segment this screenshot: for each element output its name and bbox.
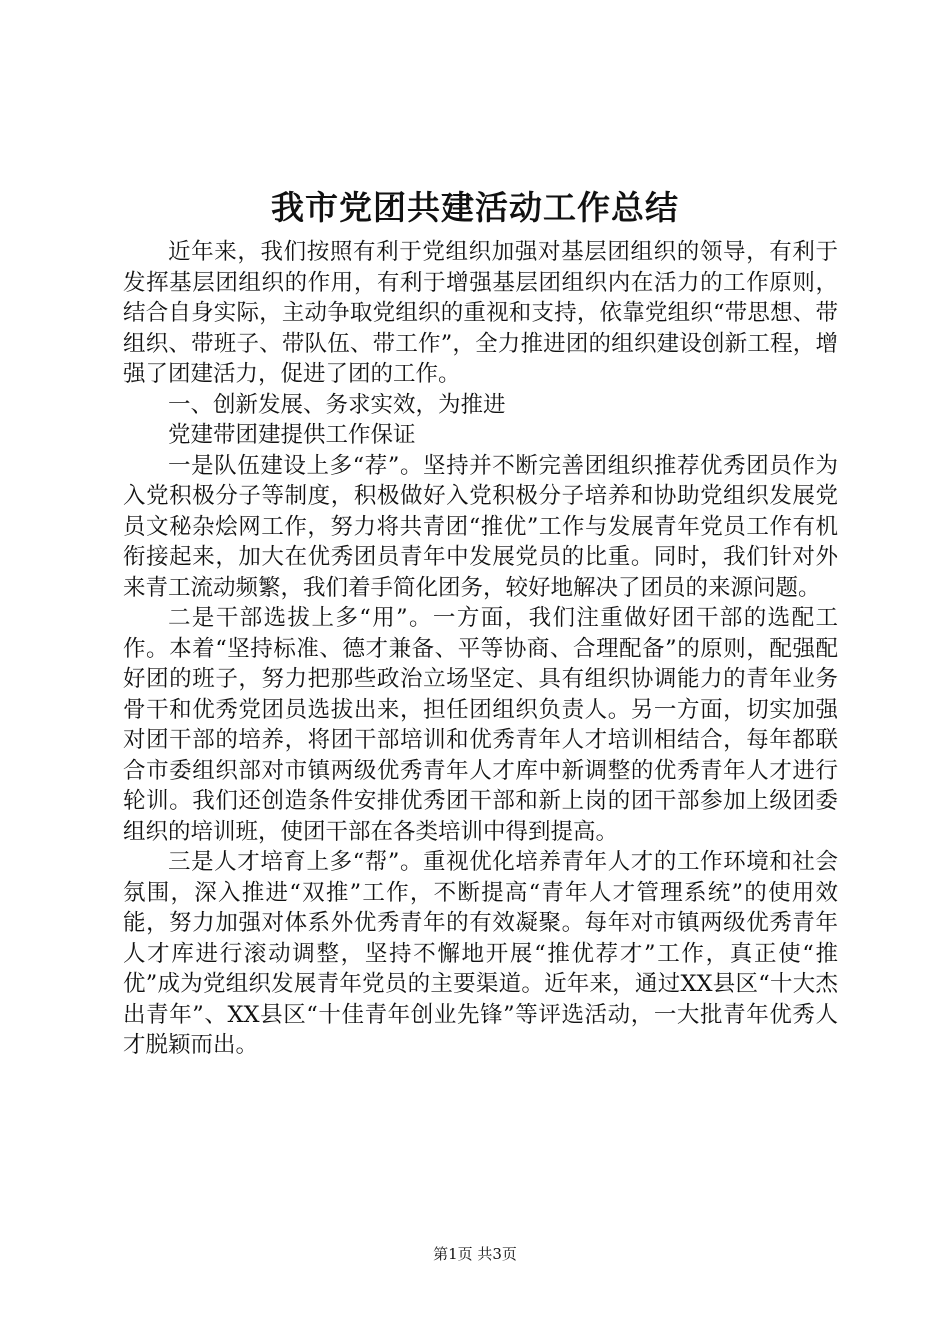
- page-number-footer: 第1页 共3页: [433, 1245, 517, 1263]
- paragraph-talent-cultivation: 三是人才培育上多“帮”。重视优化培养青年人才的工作环境和社会氛围，深入推进“双推”工作，不断提高“青年人才管理系统”的使用效能，努力加强对体系外优秀青年的有效凝聚。每年对市镇两级优秀青年人才库进行滚动调整，坚持不懈地开展“推优荐才”工作，真正使“推优”成为党组织发展青年党员的主要渠道。近年来，通过XX县区“十大杰出青年”、XX县区“十佳青年创业先锋”等评选活动，一大批青年优秀人才脱颖而出。: [123, 849, 838, 1058]
- paragraph-team-building: 一是队伍建设上多“荐”。坚持并不断完善团组织推荐优秀团员作为入党积极分子等制度，积极做好入党积极分子培养和协助党组织发展党员文秘杂烩网工作，努力将共青团“推优”工作与发展青年党员工作有机衔接起来，加大在优秀团员青年中发展党员的比重。同时，我们针对外来青工流动频繁，我们着手简化团务，较好地解决了团员的来源问题。: [123, 452, 838, 601]
- document-title: 我市党团共建活动工作总结: [271, 188, 679, 227]
- paragraph-cadre-selection: 二是干部选拔上多“用”。一方面，我们注重做好团干部的选配工作。本着“坚持标准、德才兼备、平等协商、合理配备”的原则，配强配好团的班子，努力把那些政治立场坚定、具有组织协调能力的青年业务骨干和优秀党团员选拔出来，担任团组织负责人。另一方面，切实加强对团干部的培养，将团干部培训和优秀青年人才培训相结合，每年都联合市委组织部对市镇两级优秀青年人才库中新调整的优秀青年人才进行轮训。我们还创造条件安排优秀团干部和新上岗的团干部参加上级团委组织的培训班，使团干部在各类培训中得到提高。: [123, 605, 838, 845]
- document-body: [123, 237, 838, 1061]
- paragraph-intro: 近年来，我们按照有利于党组织加强对基层团组织的领导，有利于发挥基层团组织的作用，有利于增强基层团组织内在活力的工作原则，结合自身实际，主动争取党组织的重视和支持，依靠党组织“带思想、带组织、带班子、带队伍、带工作”，全力推进团的组织建设创新工程，增强了团建活力，促进了团的工作。: [123, 239, 838, 387]
- section-heading-line-2: 党建带团建提供工作保证: [168, 422, 416, 448]
- section-heading-line-1: 一、创新发展、务求实效，为推进: [168, 391, 506, 418]
